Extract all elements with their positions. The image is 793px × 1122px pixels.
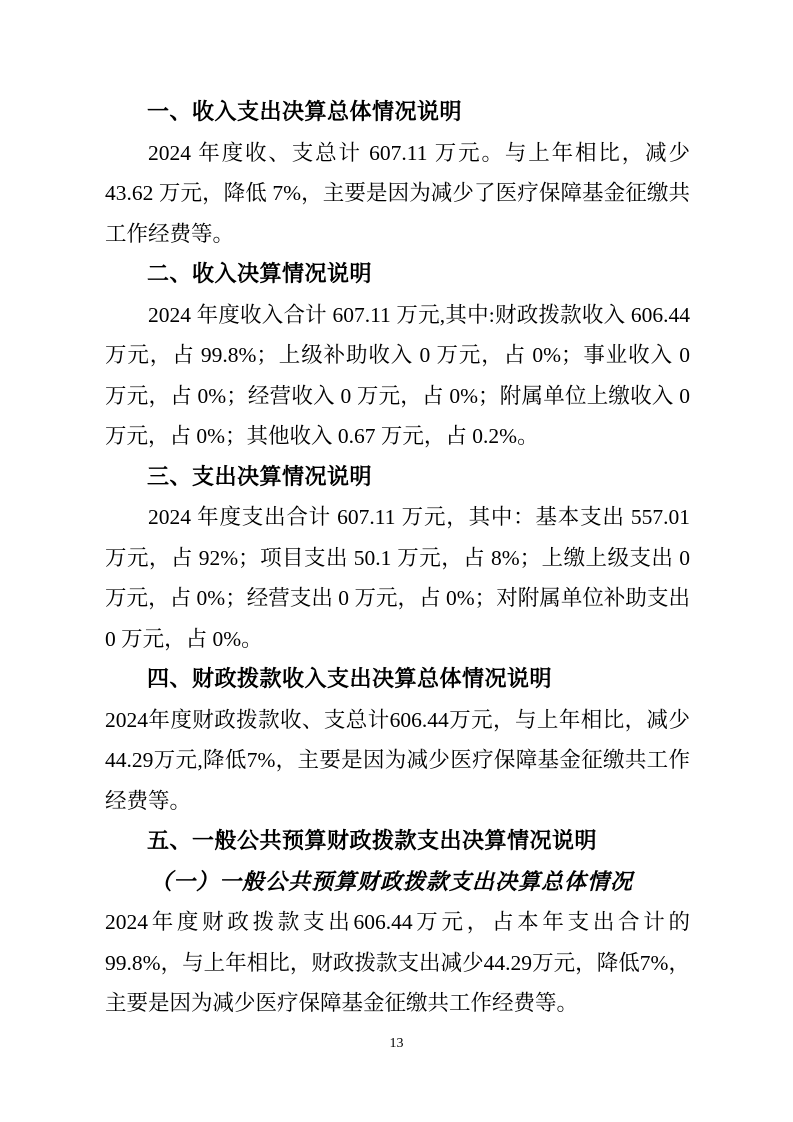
section-paragraph: 2024年度财政拨款支出606.44万元，占本年支出合计的99.8%，与上年相比，财政拨款支出减少44.29万元，降低7%，主要是因为减少医疗保障基金征缴共工作经费等。 [105,910,690,1015]
page-footer [0,1034,793,1052]
section-general-public-budget-expenditure [105,821,690,1024]
section-paragraph: 2024 年度收、支总计 607.11 万元。与上年相比，减少 43.62 万元，降低 7%，主要是因为减少了医疗保障基金征缴共工作经费等。 [105,140,690,246]
section-subheading: （一）一般公共预算财政拨款支出决算总体情况 [150,868,634,894]
section-fiscal-appropriation-overview [105,659,690,821]
section-heading: 二、收入决算情况说明 [147,261,373,286]
page-number: 13 [389,1036,404,1051]
section-heading: 四、财政拨款收入支出决算总体情况说明 [147,666,553,691]
document-content [105,92,690,1024]
section-income-final-accounts [105,254,690,457]
section-heading: 三、支出决算情况说明 [147,463,373,489]
section-paragraph: 2024 年度支出合计 607.11 万元，其中：基本支出 557.01 万元，占 92%；项目支出 50.1 万元，占 8%；上缴上级支出 0 万元，占 0%；经营支出 0 万元，占 0%；对附属单位补助支出 0 万元，占 0%。 [105,505,690,651]
section-heading: 五、一般公共预算财政拨款支出决算情况说明 [147,828,598,853]
section-overall-income-expenditure [105,92,690,254]
section-paragraph: 2024年度财政拨款收、支总计606.44万元，与上年相比，减少44.29万元,降低7%，主要是因为减少医疗保障基金征缴共工作经费等。 [105,707,690,813]
section-expenditure-final-accounts [105,457,690,660]
section-heading: 一、收入支出决算总体情况说明 [147,99,463,124]
section-paragraph: 2024 年度收入合计 607.11 万元,其中:财政拨款收入 606.44 万元，占 99.8%；上级补助收入 0 万元，占 0%；事业收入 0 万元，占 0%；经营收入 0 万元，占 0%；附属单位上缴收入 0 万元，占 0%；其他收入 0.67 万元，占 0.2%。 [105,302,690,448]
